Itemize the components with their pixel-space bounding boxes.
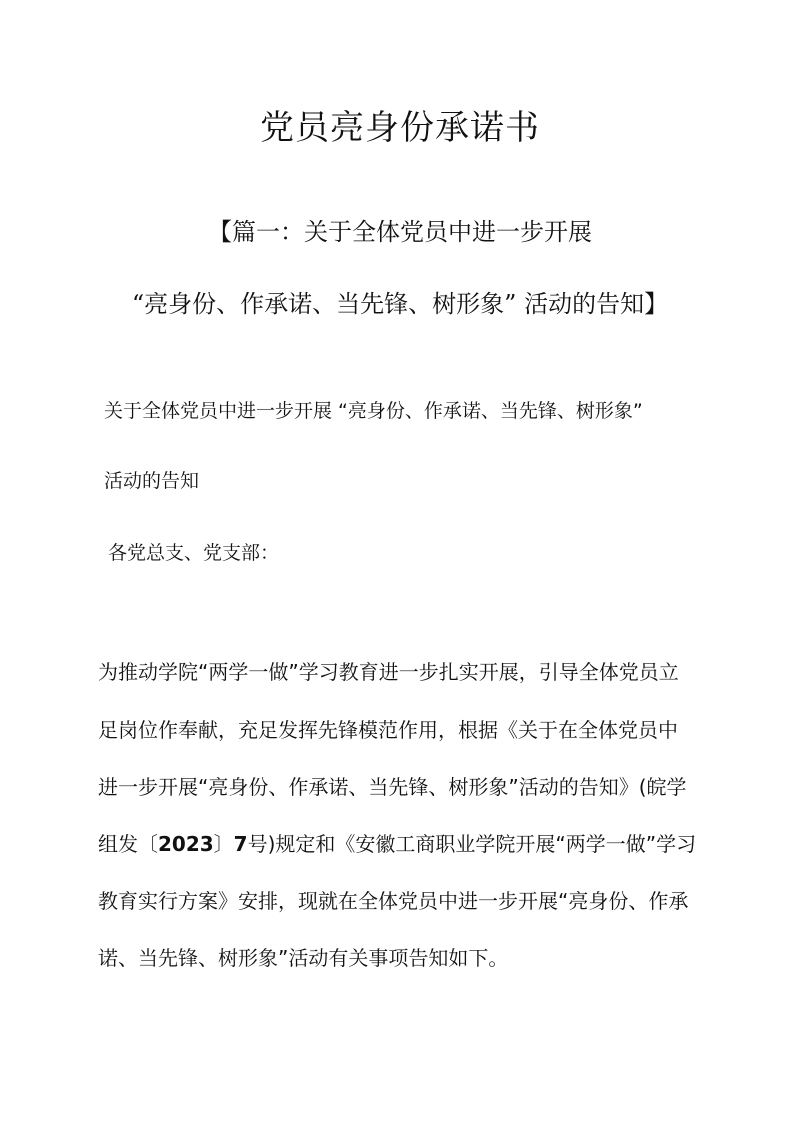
subtitle-line-2: “亮身份、作承诺、当先锋、树形象” 活动的告知】 <box>131 290 669 318</box>
body-line-4-rest: 号)规定和《安徽工商职业学院开展“两学一做”学习 <box>247 832 697 856</box>
body-line-4-bracket: 〕 <box>213 832 234 856</box>
document-title: 党员亮身份承诺书 <box>260 108 540 148</box>
body-line-3: 进一步开展“亮身份、作承诺、当先锋、树形象”活动的告知》(皖学 <box>98 775 687 799</box>
body-line-4-prefix: 组发〔 <box>98 832 158 856</box>
notice-heading-line-2: 活动的告知 <box>104 470 200 492</box>
body-line-5: 教育实行方案》安排，现就在全体党员中进一步开展“亮身份、作承 <box>98 889 689 913</box>
body-line-4 <box>98 828 696 857</box>
notice-heading-line-1: 关于全体党员中进一步开展 “亮身份、作承诺、当先锋、树形象” <box>104 400 643 422</box>
body-line-6: 诺、当先锋、树形象”活动有关事项告知如下。 <box>98 946 509 970</box>
document-year: 2023 <box>158 832 214 856</box>
body-line-1: 为推动学院“两学一做”学习教育进一步扎实开展，引导全体党员立 <box>98 660 679 684</box>
salutation: 各党总支、党支部： <box>108 542 280 564</box>
subtitle-line-1: 【篇一：关于全体党员中进一步开展 <box>208 218 592 246</box>
body-line-2: 足岗位作奉献，充足发挥先锋模范作用，根据《关于在全体党员中 <box>98 718 678 742</box>
document-number: 7 <box>233 832 248 856</box>
